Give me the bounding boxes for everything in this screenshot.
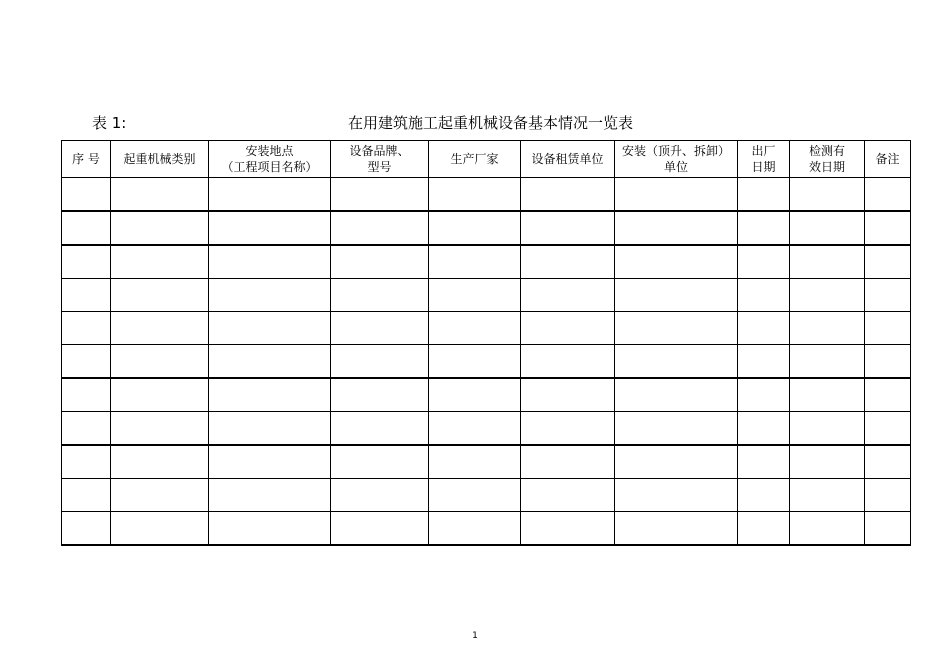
table-cell[interactable] (790, 479, 865, 512)
table-row (62, 245, 911, 279)
table-cell[interactable] (62, 178, 111, 212)
table-cell[interactable] (429, 211, 521, 245)
table-cell[interactable] (790, 312, 865, 345)
table-cell[interactable] (738, 412, 790, 446)
table-cell[interactable] (209, 412, 331, 446)
table-cell[interactable] (521, 279, 615, 312)
table-row (62, 312, 911, 345)
table-cell[interactable] (62, 445, 111, 479)
table-cell[interactable] (331, 211, 429, 245)
table-cell[interactable] (111, 512, 209, 546)
table-cell[interactable] (331, 479, 429, 512)
table-cell[interactable] (865, 312, 911, 345)
table-cell[interactable] (209, 445, 331, 479)
page-title: 在用建筑施工起重机械设备基本情况一览表 (348, 114, 634, 132)
table-cell[interactable] (429, 479, 521, 512)
table-row (62, 279, 911, 312)
table-cell[interactable] (865, 512, 911, 546)
table-cell[interactable] (615, 412, 738, 446)
table-cell[interactable] (738, 245, 790, 279)
column-header-rental-company: 设备租赁单位 (521, 141, 615, 178)
table-cell[interactable] (790, 445, 865, 479)
table-cell[interactable] (790, 512, 865, 546)
table-cell[interactable] (111, 178, 209, 212)
table-cell[interactable] (111, 345, 209, 379)
table-cell[interactable] (111, 279, 209, 312)
table-cell[interactable] (429, 245, 521, 279)
table-cell[interactable] (429, 412, 521, 446)
table-cell[interactable] (331, 245, 429, 279)
table-row (62, 479, 911, 512)
table-cell[interactable] (790, 378, 865, 412)
table-cell[interactable] (865, 279, 911, 312)
table-cell[interactable] (429, 345, 521, 379)
table-cell[interactable] (429, 279, 521, 312)
table-cell[interactable] (738, 279, 790, 312)
table-cell[interactable] (790, 412, 865, 446)
table-cell[interactable] (62, 211, 111, 245)
table-cell[interactable] (615, 312, 738, 345)
table-cell[interactable] (790, 178, 865, 212)
table-cell[interactable] (111, 445, 209, 479)
table-cell[interactable] (865, 211, 911, 245)
table-cell[interactable] (865, 345, 911, 379)
table-cell[interactable] (790, 211, 865, 245)
table-cell[interactable] (62, 512, 111, 546)
page-number: 1 (472, 631, 478, 641)
table-cell[interactable] (615, 345, 738, 379)
table-cell[interactable] (738, 445, 790, 479)
table-cell[interactable] (62, 245, 111, 279)
table-row (62, 345, 911, 379)
table-cell[interactable] (615, 279, 738, 312)
column-header-brand-model: 设备品牌、 型号 (331, 141, 429, 178)
table-cell[interactable] (209, 312, 331, 345)
table-cell[interactable] (521, 445, 615, 479)
table-row (62, 211, 911, 245)
table-cell[interactable] (790, 279, 865, 312)
table-cell[interactable] (111, 312, 209, 345)
table-cell[interactable] (615, 178, 738, 212)
table-cell[interactable] (738, 512, 790, 546)
table-cell[interactable] (331, 178, 429, 212)
table-cell[interactable] (331, 378, 429, 412)
table-cell[interactable] (429, 445, 521, 479)
table-cell[interactable] (521, 245, 615, 279)
table-cell[interactable] (865, 479, 911, 512)
table-cell[interactable] (738, 345, 790, 379)
table-cell[interactable] (738, 479, 790, 512)
table-body (62, 178, 911, 546)
table-cell[interactable] (209, 345, 331, 379)
column-header-crane-category: 起重机械类别 (111, 141, 209, 178)
table-cell[interactable] (790, 245, 865, 279)
table-cell[interactable] (738, 211, 790, 245)
table-cell[interactable] (790, 345, 865, 379)
table-cell[interactable] (615, 479, 738, 512)
table-cell[interactable] (331, 445, 429, 479)
table-cell[interactable] (62, 479, 111, 512)
table-cell[interactable] (865, 245, 911, 279)
table-cell[interactable] (209, 479, 331, 512)
table-cell[interactable] (615, 245, 738, 279)
column-header-remarks: 备注 (865, 141, 911, 178)
table-cell[interactable] (615, 445, 738, 479)
table-cell[interactable] (111, 211, 209, 245)
table-cell[interactable] (521, 178, 615, 212)
equipment-table (61, 140, 911, 546)
table-row (62, 445, 911, 479)
table-cell[interactable] (521, 378, 615, 412)
table-cell[interactable] (865, 412, 911, 446)
table-cell[interactable] (62, 378, 111, 412)
table-cell[interactable] (111, 378, 209, 412)
table-cell[interactable] (331, 279, 429, 312)
table-cell[interactable] (521, 345, 615, 379)
table-row (62, 378, 911, 412)
table-cell[interactable] (521, 211, 615, 245)
table-cell[interactable] (738, 378, 790, 412)
table-cell[interactable] (429, 378, 521, 412)
column-header-manufacturer: 生产厂家 (429, 141, 521, 178)
table-cell[interactable] (209, 378, 331, 412)
table-row (62, 412, 911, 446)
table-cell[interactable] (62, 345, 111, 379)
table-cell[interactable] (615, 378, 738, 412)
table-cell[interactable] (865, 178, 911, 212)
table-cell[interactable] (865, 445, 911, 479)
table-cell[interactable] (62, 412, 111, 446)
table-cell[interactable] (331, 512, 429, 546)
table-cell[interactable] (111, 412, 209, 446)
table-cell[interactable] (111, 479, 209, 512)
table-cell[interactable] (331, 312, 429, 345)
table-cell[interactable] (209, 512, 331, 546)
table-cell[interactable] (429, 312, 521, 345)
table-cell[interactable] (521, 312, 615, 345)
table-cell[interactable] (62, 279, 111, 312)
table-cell[interactable] (209, 178, 331, 212)
table-cell[interactable] (429, 178, 521, 212)
table-cell[interactable] (331, 345, 429, 379)
table-cell[interactable] (209, 211, 331, 245)
table-cell[interactable] (521, 512, 615, 546)
column-header-install-location: 安装地点 （工程项目名称） (209, 141, 331, 178)
table-cell[interactable] (738, 178, 790, 212)
table-header-row (62, 141, 911, 178)
table-cell[interactable] (429, 512, 521, 546)
table-cell[interactable] (209, 245, 331, 279)
column-header-installer: 安装（顶升、拆卸） 单位 (615, 141, 738, 178)
table-cell[interactable] (521, 412, 615, 446)
table-cell[interactable] (615, 211, 738, 245)
table-cell[interactable] (111, 245, 209, 279)
table-cell[interactable] (865, 378, 911, 412)
table-row (62, 512, 911, 546)
table-row (62, 178, 911, 212)
table-cell[interactable] (62, 312, 111, 345)
table-label: 表 1: (92, 114, 127, 132)
table-cell[interactable] (738, 312, 790, 345)
column-header-number: 序 号 (62, 141, 111, 178)
table-cell[interactable] (209, 279, 331, 312)
column-header-production-date: 出厂 日期 (738, 141, 790, 178)
table-cell[interactable] (521, 479, 615, 512)
column-header-inspection-validity: 检测有 效日期 (790, 141, 865, 178)
table-cell[interactable] (615, 512, 738, 546)
table-cell[interactable] (331, 412, 429, 446)
